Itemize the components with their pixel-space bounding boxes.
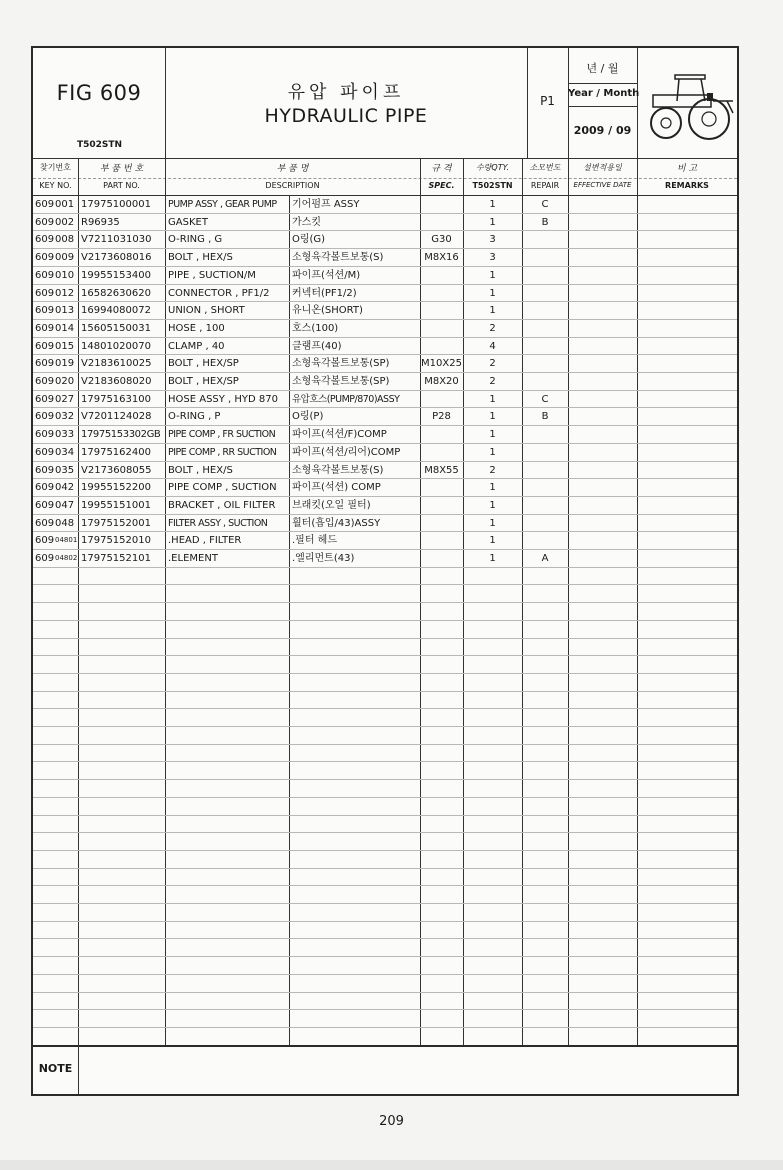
- row-line: [33, 1009, 737, 1010]
- cell-qty: 1: [489, 199, 496, 210]
- cell-fig: 609: [35, 216, 55, 228]
- row-line: [33, 903, 737, 904]
- cell-desc-en: PIPE COMP , FR SUCTION: [168, 429, 276, 441]
- cell-key: 035: [55, 464, 75, 476]
- cell-repair: A: [541, 553, 549, 564]
- cell-key: 012: [55, 287, 75, 299]
- scan-edge: [0, 1160, 783, 1170]
- cell-fig: 609: [35, 376, 55, 387]
- cell-desc-en: BOLT , HEX/S: [168, 464, 233, 476]
- cell-fig: 609: [35, 252, 55, 264]
- header-separator: [637, 48, 638, 158]
- cell-key: 010: [55, 269, 75, 281]
- cell-part: V2173608016: [81, 252, 152, 264]
- row-line: [33, 744, 737, 745]
- cell-fig: 609: [35, 553, 55, 564]
- cell-desc-ko: 파이프(석션/리어)COMP: [292, 446, 401, 458]
- col-eff-en: EFFECTIVE DATE: [573, 181, 632, 189]
- row-line: [33, 708, 737, 709]
- cell-desc-ko: 커넥터(PF1/2): [292, 287, 357, 299]
- cell-desc-ko: 브래킷(오일 필터): [292, 499, 371, 511]
- row-line: [33, 956, 737, 957]
- cell-spec: M10X25: [421, 358, 462, 370]
- cell-key: 034: [55, 446, 75, 458]
- cell-repair: B: [541, 411, 549, 423]
- cell-fig: 609: [35, 287, 55, 299]
- cell-part: 15605150031: [81, 322, 151, 334]
- cell-desc-ko: 가스킷: [292, 216, 321, 228]
- cell-fig: 609: [35, 429, 55, 441]
- cell-desc-en: PIPE , SUCTION/M: [168, 269, 256, 281]
- page-number: 209: [379, 1114, 404, 1129]
- row-line: [33, 584, 737, 585]
- row-line: [33, 602, 737, 603]
- cell-part: 19955152200: [81, 482, 151, 494]
- cell-qty: 1: [489, 482, 496, 494]
- model-code: T502STN: [77, 140, 123, 150]
- cell-desc-en: O-RING , G: [168, 234, 223, 246]
- cell-qty: 1: [489, 553, 496, 564]
- cell-desc-en: BOLT , HEX/SP: [168, 358, 239, 370]
- cell-repair: [522, 355, 568, 373]
- cell-repair: [522, 515, 568, 533]
- header-divider: [33, 158, 737, 159]
- cell-desc-en: HOSE , 100: [168, 322, 225, 334]
- header-divider: [568, 83, 637, 84]
- fig-number: FIG 609: [56, 81, 142, 105]
- cell-part: V2183608020: [81, 376, 152, 387]
- cell-key: 04802: [55, 554, 77, 562]
- cell-qty: 1: [489, 411, 496, 423]
- cell-qty: 1: [489, 393, 496, 405]
- cell-desc-en: FILTER ASSY , SUCTION: [168, 517, 268, 529]
- cell-desc-ko: O링(P): [292, 411, 324, 423]
- cell-fig: 609: [35, 340, 55, 352]
- cell-desc-en: CLAMP , 40: [168, 340, 225, 352]
- cell-desc-en: .HEAD , FILTER: [168, 535, 242, 547]
- row-line: [33, 938, 737, 939]
- cell-spec: [420, 302, 463, 320]
- col-qty-ko: 수량QTY.: [475, 163, 510, 172]
- cell-desc-ko: 파이프(석션/F)COMP: [292, 429, 387, 441]
- cell-fig: 609: [35, 199, 55, 210]
- cell-fig: 609: [35, 234, 55, 246]
- cell-desc-en: UNION , SHORT: [168, 305, 245, 317]
- cell-key: 047: [55, 499, 75, 511]
- cell-part: 19955151001: [81, 499, 151, 511]
- cell-spec: [420, 338, 463, 356]
- cell-key: 04801: [55, 536, 77, 545]
- cell-key: 013: [55, 305, 75, 317]
- cell-part: 17975163100: [81, 393, 151, 405]
- cell-repair: [522, 444, 568, 462]
- cell-desc-en: BOLT , HEX/S: [168, 252, 233, 264]
- cell-qty: 2: [489, 322, 496, 334]
- cell-part: R96935: [81, 216, 120, 228]
- cell-qty: 1: [489, 517, 496, 529]
- cell-spec: [420, 320, 463, 338]
- cell-part: V2173608055: [81, 464, 152, 476]
- col-repair-ko: 소모번도: [529, 163, 561, 172]
- row-line: [33, 974, 737, 975]
- title-english: HYDRAULIC PIPE: [264, 105, 428, 127]
- col-desc-en: DESCRIPTION: [265, 181, 320, 190]
- cell-qty: 1: [489, 305, 496, 317]
- page-code: P1: [540, 94, 555, 108]
- cell-fig: 609: [35, 322, 55, 334]
- cell-qty: 2: [489, 358, 496, 370]
- row-line: [33, 726, 737, 727]
- cell-spec: [420, 497, 463, 515]
- cell-key: 002: [55, 216, 75, 228]
- col-key-ko: 찾기번호: [40, 163, 71, 172]
- row-line: [33, 850, 737, 851]
- col-rem-ko: 비 고: [676, 164, 698, 174]
- row-line: [33, 992, 737, 993]
- cell-fig: 609: [35, 482, 55, 494]
- cell-desc-ko: .엘리먼트(43): [292, 553, 355, 564]
- cell-spec: [420, 444, 463, 462]
- cell-fig: 609: [35, 517, 55, 529]
- note-divider: [33, 1045, 737, 1047]
- cell-key: 042: [55, 482, 75, 494]
- row-line: [33, 638, 737, 639]
- cell-repair: C: [541, 393, 549, 405]
- cell-desc-en: O-RING , P: [168, 411, 221, 423]
- cell-qty: 3: [489, 234, 496, 246]
- cell-desc-ko: 기어펌프 ASSY: [292, 199, 360, 210]
- cell-spec: [420, 267, 463, 285]
- cell-spec: [420, 515, 463, 533]
- cell-qty: 1: [489, 499, 496, 511]
- cell-key: 033: [55, 429, 75, 441]
- cell-qty: 2: [489, 376, 496, 387]
- row-line: [33, 832, 737, 833]
- year-month-korean: 년 / 월: [586, 62, 619, 75]
- col-spec-en: SPEC.: [428, 181, 455, 190]
- cell-desc-en: BOLT , HEX/SP: [168, 376, 239, 387]
- cell-repair: [522, 373, 568, 391]
- cell-key: 009: [55, 252, 75, 264]
- cell-desc-en: BRACKET , OIL FILTER: [168, 499, 276, 511]
- row-line: [33, 655, 737, 656]
- cell-qty: 1: [489, 446, 496, 458]
- cell-spec: [420, 550, 463, 568]
- cell-desc-ko: 클램프(40): [292, 340, 342, 352]
- row-line: [33, 761, 737, 762]
- cell-key: 015: [55, 340, 75, 352]
- cell-desc-ko: .필터 헤드: [292, 535, 337, 547]
- cell-repair: [522, 338, 568, 356]
- cell-spec: G30: [431, 234, 452, 246]
- row-line: [33, 797, 737, 798]
- cell-part: V7211031030: [81, 234, 152, 246]
- cell-qty: 1: [489, 535, 496, 547]
- cell-repair: [522, 462, 568, 480]
- issue-date: 2009 / 09: [573, 124, 632, 137]
- col-qty-en: T502STN: [472, 181, 513, 190]
- col-rem-en: REMARKS: [665, 181, 709, 190]
- cell-spec: [420, 479, 463, 497]
- cell-desc-ko: 유압호스(PUMP/870)ASSY: [292, 393, 400, 405]
- row-line: [33, 815, 737, 816]
- cell-part: 16994080072: [81, 305, 151, 317]
- cell-desc-ko: O링(G): [292, 234, 326, 246]
- cell-fig: 609: [35, 269, 55, 281]
- col-desc-ko: 부 품 명: [276, 164, 309, 174]
- cell-part: 17975152101: [81, 553, 151, 564]
- cell-repair: [522, 426, 568, 444]
- row-line: [33, 885, 737, 886]
- row-line: [33, 620, 737, 621]
- cell-spec: [420, 532, 463, 550]
- cell-qty: 1: [489, 429, 496, 441]
- row-line: [33, 691, 737, 692]
- cell-repair: [522, 532, 568, 550]
- cell-part: 17975152001: [81, 517, 151, 529]
- cell-part: V7201124028: [81, 411, 152, 423]
- cell-repair: [522, 302, 568, 320]
- cell-desc-ko: 파이프(석션/M): [292, 269, 361, 281]
- cell-qty: 2: [489, 464, 496, 476]
- year-month-english: Year / Month: [568, 88, 640, 99]
- cell-key: 014: [55, 322, 75, 334]
- row-line: [33, 921, 737, 922]
- row-line: [33, 673, 737, 674]
- cell-key: 008: [55, 234, 75, 246]
- cell-part: 17975152010: [81, 535, 151, 547]
- cell-repair: [522, 231, 568, 249]
- cell-fig: 609: [35, 305, 55, 317]
- col-part-en: PART NO.: [103, 181, 140, 190]
- row-line: [33, 779, 737, 780]
- cell-key: 027: [55, 393, 75, 405]
- cell-fig: 609: [35, 358, 55, 370]
- cell-qty: 1: [489, 287, 496, 299]
- cell-desc-ko: 소형육각볼트보통(SP): [292, 376, 390, 387]
- cell-spec: M8X20: [424, 376, 459, 387]
- cell-key: 048: [55, 517, 75, 529]
- cell-desc-ko: 유니온(SHORT): [292, 305, 363, 317]
- cell-part: 17975100001: [81, 199, 151, 210]
- cell-qty: 3: [489, 252, 496, 264]
- tractor-icon: [639, 53, 737, 151]
- cell-fig: 609: [35, 499, 55, 511]
- cell-desc-ko: 소형육각볼트보통(S): [292, 464, 384, 476]
- header-divider: [568, 106, 637, 107]
- cell-part: 19955153400: [81, 269, 151, 281]
- cell-spec: P28: [432, 411, 451, 423]
- cell-desc-ko: 소형육각볼트보통(S): [292, 252, 384, 264]
- col-repair-en: REPAIR: [530, 181, 560, 190]
- cell-key: 020: [55, 376, 75, 387]
- row-line: [33, 1027, 737, 1028]
- cell-part: 17975153302GB: [81, 429, 161, 441]
- cell-desc-ko: 휠터(흡입/43)ASSY: [292, 517, 381, 529]
- cell-qty: 1: [489, 269, 496, 281]
- note-label: NOTE: [38, 1062, 73, 1075]
- cell-repair: [522, 497, 568, 515]
- cell-desc-en: CONNECTOR , PF1/2: [168, 287, 270, 299]
- cell-desc-ko: 소형육각볼트보통(SP): [292, 358, 390, 370]
- cell-spec: M8X55: [424, 464, 459, 476]
- cell-repair: [522, 249, 568, 267]
- cell-desc-en: .ELEMENT: [168, 553, 218, 564]
- cell-desc-en: PUMP ASSY , GEAR PUMP: [168, 199, 277, 210]
- cell-key: 001: [55, 199, 75, 210]
- cell-part: V2183610025: [81, 358, 152, 370]
- cell-spec: [420, 214, 463, 232]
- cell-spec: M8X16: [424, 252, 459, 264]
- cell-fig: 609: [35, 446, 55, 458]
- row-line: [33, 868, 737, 869]
- cell-desc-ko: 파이프(석션) COMP: [292, 482, 381, 494]
- cell-part: 14801020070: [81, 340, 151, 352]
- cell-fig: 609: [35, 535, 55, 547]
- col-eff-ko: 설변적용일: [583, 163, 622, 172]
- cell-desc-ko: 호스(100): [292, 322, 339, 334]
- cell-key: 032: [55, 411, 75, 423]
- cell-repair: [522, 479, 568, 497]
- cell-fig: 609: [35, 411, 55, 423]
- cell-qty: 1: [489, 216, 496, 228]
- cell-part: 16582630620: [81, 287, 151, 299]
- cell-desc-en: PIPE COMP , RR SUCTION: [168, 446, 277, 458]
- cell-spec: [420, 196, 463, 214]
- col-part-ko: 부 품 번 호: [99, 164, 144, 174]
- cell-desc-en: GASKET: [168, 216, 208, 228]
- col-spec-ko: 규 격: [431, 164, 452, 174]
- cell-part: 17975162400: [81, 446, 151, 458]
- cell-repair: [522, 320, 568, 338]
- cell-spec: [420, 426, 463, 444]
- cell-repair: C: [541, 199, 549, 210]
- cell-desc-en: HOSE ASSY , HYD 870: [168, 393, 279, 405]
- cell-repair: B: [541, 216, 549, 228]
- title-korean: 유압 파이프: [287, 82, 405, 103]
- cell-fig: 609: [35, 464, 55, 476]
- cell-desc-en: PIPE COMP , SUCTION: [168, 482, 277, 494]
- cell-qty: 4: [489, 340, 496, 352]
- parts-sheet: [31, 46, 739, 1096]
- note-separator: [78, 1045, 79, 1094]
- cell-spec: [420, 285, 463, 303]
- cell-repair: [522, 285, 568, 303]
- cell-key: 019: [55, 358, 75, 370]
- cell-spec: [420, 391, 463, 409]
- column-header-subdivider: [33, 178, 737, 179]
- cell-fig: 609: [35, 393, 55, 405]
- col-key-en: KEY NO.: [39, 181, 72, 190]
- cell-repair: [522, 267, 568, 285]
